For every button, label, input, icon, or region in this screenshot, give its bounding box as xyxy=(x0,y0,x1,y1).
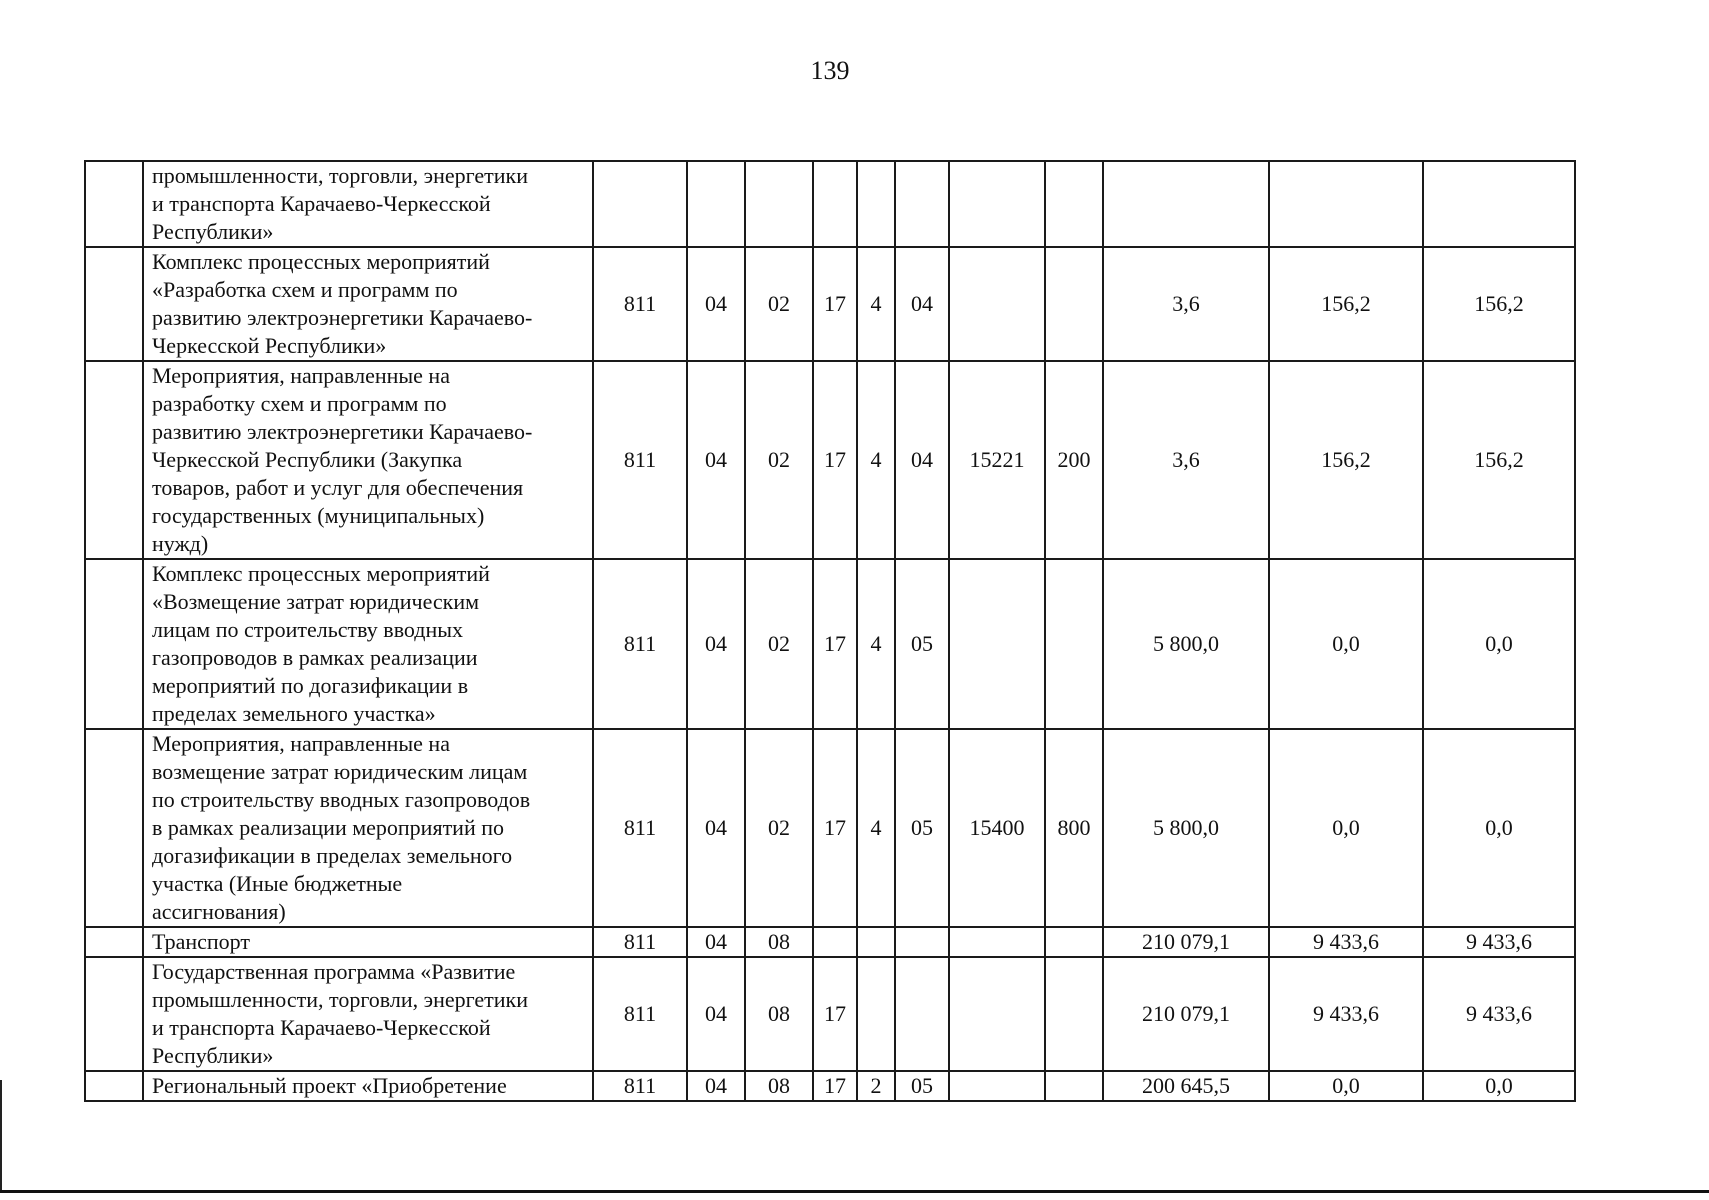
table-row xyxy=(85,559,1575,729)
row-index-cell xyxy=(85,1071,143,1101)
cell-expense-type: 200 xyxy=(1045,361,1103,559)
cell-amount-2: 0,0 xyxy=(1269,729,1423,927)
cell-subsection: 02 xyxy=(745,361,813,559)
row-index-cell xyxy=(85,361,143,559)
cell-ministry: 811 xyxy=(593,729,687,927)
cell-expense-type xyxy=(1045,559,1103,729)
cell-subprogram xyxy=(857,927,895,957)
cell-amount-2: 9 433,6 xyxy=(1269,927,1423,957)
cell-event: 05 xyxy=(895,729,949,927)
row-name-cell: Мероприятия, направленные на разработку схем и программ по развитию электроэнергетики Карачаево- Черкесской Республики (Закупка товаров, работ и услуг для обеспечения государственных (муниципальных) нужд) xyxy=(143,361,593,559)
row-name-cell: Региональный проект «Приобретение xyxy=(143,1071,593,1101)
cell-event: 04 xyxy=(895,361,949,559)
cell-amount-3: 156,2 xyxy=(1423,361,1575,559)
cell-expense-type: 800 xyxy=(1045,729,1103,927)
cell-program: 17 xyxy=(813,247,857,361)
cell-direction xyxy=(949,927,1045,957)
cell-direction xyxy=(949,1071,1045,1101)
cell-subsection xyxy=(745,161,813,247)
cell-expense-type xyxy=(1045,1071,1103,1101)
cell-ministry: 811 xyxy=(593,957,687,1071)
cell-amount-1 xyxy=(1103,161,1269,247)
cell-program xyxy=(813,927,857,957)
cell-program xyxy=(813,161,857,247)
cell-subsection: 02 xyxy=(745,247,813,361)
row-index-cell xyxy=(85,247,143,361)
cell-expense-type xyxy=(1045,161,1103,247)
cell-program: 17 xyxy=(813,957,857,1071)
cell-event xyxy=(895,161,949,247)
row-index-cell xyxy=(85,161,143,247)
cell-amount-3: 0,0 xyxy=(1423,1071,1575,1101)
cell-event: 05 xyxy=(895,559,949,729)
cell-subsection: 08 xyxy=(745,957,813,1071)
cell-amount-2: 156,2 xyxy=(1269,361,1423,559)
cell-direction xyxy=(949,247,1045,361)
cell-amount-3: 9 433,6 xyxy=(1423,957,1575,1071)
row-name-cell: Государственная программа «Развитие промышленности, торговли, энергетики и транспорта Карачаево-Черкесской Республики» xyxy=(143,957,593,1071)
cell-amount-2: 0,0 xyxy=(1269,559,1423,729)
bottom-edge-rule xyxy=(0,1190,1709,1193)
cell-direction xyxy=(949,161,1045,247)
cell-amount-1: 210 079,1 xyxy=(1103,957,1269,1071)
cell-amount-3: 0,0 xyxy=(1423,729,1575,927)
cell-subprogram xyxy=(857,161,895,247)
cell-amount-3 xyxy=(1423,161,1575,247)
cell-direction xyxy=(949,957,1045,1071)
cell-ministry: 811 xyxy=(593,1071,687,1101)
page-number: 139 xyxy=(810,56,850,85)
cell-ministry: 811 xyxy=(593,247,687,361)
cell-expense-type xyxy=(1045,927,1103,957)
cell-ministry: 811 xyxy=(593,559,687,729)
cell-section: 04 xyxy=(687,361,745,559)
cell-amount-3: 156,2 xyxy=(1423,247,1575,361)
cell-event xyxy=(895,957,949,1071)
cell-amount-3: 9 433,6 xyxy=(1423,927,1575,957)
table-row xyxy=(85,247,1575,361)
cell-subprogram: 4 xyxy=(857,361,895,559)
cell-amount-2: 156,2 xyxy=(1269,247,1423,361)
row-name-cell: промышленности, торговли, энергетики и транспорта Карачаево-Черкесской Республики» xyxy=(143,161,593,247)
cell-amount-2: 0,0 xyxy=(1269,1071,1423,1101)
left-edge-rule xyxy=(0,1080,2,1192)
table-body xyxy=(85,161,1575,1101)
row-name-cell: Комплекс процессных мероприятий «Разработка схем и программ по развитию электроэнергетики Карачаево- Черкесской Республики» xyxy=(143,247,593,361)
table-row xyxy=(85,957,1575,1071)
cell-program: 17 xyxy=(813,1071,857,1101)
row-name-cell: Комплекс процессных мероприятий «Возмещение затрат юридическим лицам по строительству вводных газопроводов в рамках реализации мероприятий по догазификации в пределах земельного участка» xyxy=(143,559,593,729)
cell-program: 17 xyxy=(813,729,857,927)
cell-amount-2 xyxy=(1269,161,1423,247)
row-index-cell xyxy=(85,729,143,927)
cell-expense-type xyxy=(1045,957,1103,1071)
cell-amount-1: 200 645,5 xyxy=(1103,1071,1269,1101)
cell-section: 04 xyxy=(687,247,745,361)
table-row xyxy=(85,361,1575,559)
cell-expense-type xyxy=(1045,247,1103,361)
cell-ministry: 811 xyxy=(593,361,687,559)
table-row xyxy=(85,1071,1575,1101)
cell-subprogram xyxy=(857,957,895,1071)
cell-amount-3: 0,0 xyxy=(1423,559,1575,729)
row-index-cell xyxy=(85,927,143,957)
cell-subsection: 02 xyxy=(745,729,813,927)
cell-subsection: 08 xyxy=(745,927,813,957)
cell-amount-1: 3,6 xyxy=(1103,247,1269,361)
table-row xyxy=(85,927,1575,957)
cell-event: 04 xyxy=(895,247,949,361)
row-index-cell xyxy=(85,957,143,1071)
cell-ministry xyxy=(593,161,687,247)
cell-direction: 15400 xyxy=(949,729,1045,927)
cell-subprogram: 2 xyxy=(857,1071,895,1101)
cell-direction xyxy=(949,559,1045,729)
cell-amount-1: 3,6 xyxy=(1103,361,1269,559)
cell-program: 17 xyxy=(813,361,857,559)
cell-subsection: 02 xyxy=(745,559,813,729)
cell-direction: 15221 xyxy=(949,361,1045,559)
cell-section: 04 xyxy=(687,957,745,1071)
cell-event xyxy=(895,927,949,957)
cell-section xyxy=(687,161,745,247)
cell-program: 17 xyxy=(813,559,857,729)
cell-amount-2: 9 433,6 xyxy=(1269,957,1423,1071)
row-name-cell: Транспорт xyxy=(143,927,593,957)
cell-section: 04 xyxy=(687,729,745,927)
budget-table xyxy=(84,160,1576,1102)
table-row xyxy=(85,161,1575,247)
cell-subprogram: 4 xyxy=(857,559,895,729)
cell-amount-1: 5 800,0 xyxy=(1103,559,1269,729)
cell-subprogram: 4 xyxy=(857,729,895,927)
row-index-cell xyxy=(85,559,143,729)
table-row xyxy=(85,729,1575,927)
cell-amount-1: 5 800,0 xyxy=(1103,729,1269,927)
cell-section: 04 xyxy=(687,1071,745,1101)
row-name-cell: Мероприятия, направленные на возмещение затрат юридическим лицам по строительству вводных газопроводов в рамках реализации мероприятий по догазификации в пределах земельного участка (Иные бюджетные ассигнования) xyxy=(143,729,593,927)
cell-event: 05 xyxy=(895,1071,949,1101)
cell-section: 04 xyxy=(687,927,745,957)
cell-ministry: 811 xyxy=(593,927,687,957)
cell-section: 04 xyxy=(687,559,745,729)
cell-subsection: 08 xyxy=(745,1071,813,1101)
cell-amount-1: 210 079,1 xyxy=(1103,927,1269,957)
cell-subprogram: 4 xyxy=(857,247,895,361)
